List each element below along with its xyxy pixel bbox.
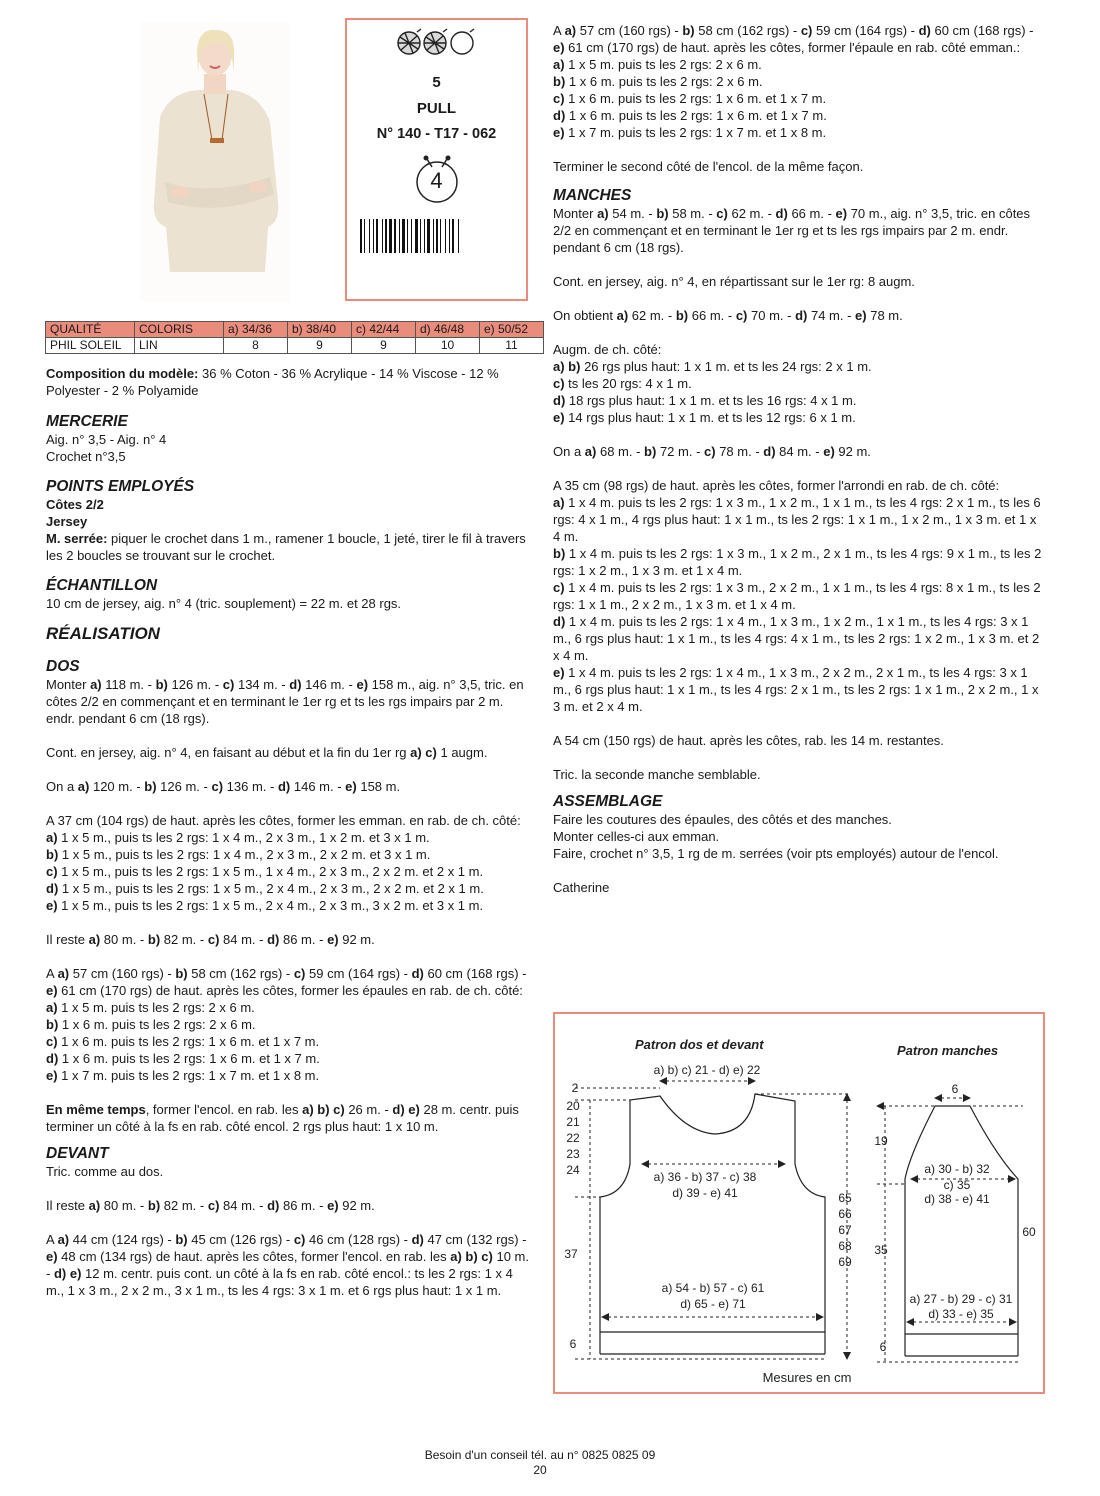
list-item: b) 1 x 6 m. puis ts les 2 rgs: 2 x 6 m. (46, 1017, 256, 1032)
list-item: a) 1 x 5 m., puis ts les 2 rgs: 1 x 4 m., 2 x 3 m., 1 x 2 m. et 3 x 1 m. (46, 830, 430, 845)
mercerie-line: Crochet n°3,5 (46, 449, 126, 464)
table-row (46, 338, 544, 354)
table-cell: 10 (416, 338, 480, 354)
shoulder-drop: 2 (571, 1081, 579, 1095)
table-cell: 11 (480, 338, 544, 354)
sleeve-total-height: 60 (1022, 1225, 1036, 1239)
needle-size: 4 (430, 168, 443, 193)
devant-paragraph: Terminer le second côté de l'encol. de la même façon. (553, 159, 864, 174)
armhole-height: 20 (566, 1099, 580, 1113)
body-dimension-lines (575, 1081, 850, 1359)
pattern-diagram (553, 1012, 1045, 1394)
table-header: COLORIS (135, 322, 224, 338)
table-header: d) 46/48 (416, 322, 480, 338)
sleeve-dimension-lines (877, 1098, 1023, 1362)
section-title-dos: DOS (46, 658, 80, 675)
sleeve-top-width: 6 (951, 1082, 959, 1096)
echantillon-text: 10 cm de jersey, aig. n° 4 (tric. souplement) = 22 m. et 28 rgs. (46, 596, 402, 611)
mercerie-line: Aig. n° 3,5 - Aig. n° 4 (46, 432, 167, 447)
list-item: c) ts les 20 rgs: 4 x 1 m. (553, 376, 692, 391)
total-height: 67 (838, 1223, 852, 1237)
hem-width: a) 54 - b) 57 - c) 61 (661, 1281, 765, 1295)
table-cell: 9 (288, 338, 352, 354)
sleeve-body-height: 35 (874, 1243, 888, 1257)
table-header: c) 42/44 (352, 322, 416, 338)
neck-width: a) b) c) 21 - d) e) 22 (653, 1063, 761, 1077)
chest-width: a) 36 - b) 37 - c) 38 (653, 1170, 757, 1184)
armhole-height: 24 (566, 1163, 580, 1177)
table-header: b) 38/40 (288, 322, 352, 338)
list-item: e) 1 x 5 m., puis ts les 2 rgs: 1 x 5 m., 2 x 4 m., 2 x 3 m., 3 x 2 m. et 3 x 1 m. (46, 898, 484, 913)
list-item: e) 1 x 7 m. puis ts les 2 rgs: 1 x 7 m. et 1 x 8 m. (46, 1068, 320, 1083)
manches-paragraph: Monter a) 54 m. - b) 58 m. - c) 62 m. - d) 66 m. - e) 70 m., aig. n° 3,5, tric. en côtes 2/2 en commençant et en terminant le 1er rg et ts les rgs impairs par 2 m. endr. pendant 6 cm (18 rgs). (553, 206, 1031, 255)
list-item: b) 1 x 6 m. puis ts les 2 rgs: 2 x 6 m. (553, 74, 763, 89)
dos-paragraph: On a a) 120 m. - b) 126 m. - c) 136 m. - d) 146 m. - e) 158 m. (46, 779, 401, 794)
manches-paragraph: On obtient a) 62 m. - b) 66 m. - c) 70 m. - d) 74 m. - e) 78 m. (553, 308, 903, 323)
list-item: e) 1 x 7 m. puis ts les 2 rgs: 1 x 7 m. et 1 x 8 m. (553, 125, 827, 140)
devant-paragraph: A a) 57 cm (160 rgs) - b) 58 cm (162 rgs) - c) 59 cm (164 rgs) - d) 60 cm (168 rgs) - e) 61 cm (170 rgs) de haut. après les côtes, former l'épaule en rab. côté emman.: (553, 23, 1034, 55)
pattern-header-card (345, 18, 528, 301)
list-item: d) 18 rgs plus haut: 1 x 1 m. et ts les 16 rgs: 4 x 1 m. (553, 393, 857, 408)
dos-paragraph: Il reste a) 80 m. - b) 82 m. - c) 84 m. - d) 86 m. - e) 92 m. (46, 932, 375, 947)
list-item: a) 1 x 5 m. puis ts les 2 rgs: 2 x 6 m. (553, 57, 762, 72)
list-item: b) 1 x 5 m., puis ts les 2 rgs: 1 x 4 m., 2 x 3 m., 2 x 2 m. et 3 x 1 m. (46, 847, 431, 862)
table-header: e) 50/52 (480, 322, 544, 338)
helpline: Besoin d'un conseil tél. au n° 0825 0825 09 (424, 1448, 656, 1462)
needle-size-icon (412, 155, 462, 205)
points-line: Jersey (46, 514, 88, 529)
armhole-height: 22 (566, 1131, 580, 1145)
list-item: c) 1 x 5 m., puis ts les 2 rgs: 1 x 5 m., 1 x 4 m., 2 x 3 m., 2 x 2 m. et 2 x 1 m. (46, 864, 484, 879)
dos-paragraph: En même temps, former l'encol. en rab. les a) b) c) 26 m. - d) e) 28 m. centr. puis terminer un côté à la fs en rab. côté encol. 2 rgs plus haut: 1 x 10 m. (46, 1102, 519, 1134)
assemblage-line: Faire, crochet n° 3,5, 1 rg de m. serrées (voir pts employés) autour de l'encol. (553, 846, 999, 861)
list-item: c) 1 x 4 m. puis ts les 2 rgs: 1 x 3 m., 2 x 2 m., 1 x 1 m., ts les 4 rgs: 8 x 1 m., ts les 2 rgs: 1 x 1 m., 2 x 2 m., 1 x 3 m. et 1 x 4 m. (553, 580, 1041, 612)
total-height: 68 (838, 1239, 852, 1253)
page-number: 20 (533, 1463, 547, 1477)
dos-paragraph: Cont. en jersey, aig. n° 4, en faisant au début et la fin du 1er rg a) c) 1 augm. (46, 745, 488, 760)
pattern-number: 5 (432, 74, 441, 91)
page-footer (0, 1448, 1080, 1478)
devant-paragraph: Tric. comme au dos. (46, 1164, 164, 1179)
right-column (553, 22, 1043, 896)
sleeve-upper-width: d) 38 - e) 41 (924, 1192, 990, 1206)
diagram-title-body: Patron dos et devant (635, 1037, 764, 1052)
body-height: 37 (564, 1247, 578, 1261)
table-cell: 9 (352, 338, 416, 354)
list-item: d) 1 x 5 m., puis ts les 2 rgs: 1 x 5 m., 2 x 4 m., 2 x 3 m., 2 x 2 m. et 2 x 1 m. (46, 881, 484, 896)
total-height: 69 (838, 1255, 852, 1269)
left-column (46, 365, 534, 1299)
hem-width: d) 65 - e) 71 (680, 1297, 746, 1311)
manches-paragraph: A 35 cm (98 rgs) de haut. après les côtes, former l'arrondi en rab. de ch. côté: (553, 478, 1000, 493)
manches-paragraph: Augm. de ch. côté: (553, 342, 662, 357)
section-title-devant: DEVANT (46, 1145, 109, 1162)
devant-paragraph: A a) 44 cm (124 rgs) - b) 45 cm (126 rgs) - c) 46 cm (128 rgs) - d) 47 cm (132 rgs) - e) 48 cm (134 rgs) de haut. après les côtes, former l'encol. en rab. les a) b) c) 10 m. - d) e) 12 m. centr. puis cont. un côté à la fs en rab. côté encol.: ts les 2 rgs: 1 x 4 m., 1 x 3 m., 2 x 2 m., 3 x 1 m., ts les 4 rgs: 3 x 1 m. et 6 rgs plus haut: 1 x 1 m. (46, 1232, 529, 1298)
manches-paragraph: Tric. la seconde manche semblable. (553, 767, 761, 782)
units-label: Mesures en cm (762, 1370, 852, 1385)
section-title-manches: MANCHES (553, 187, 632, 204)
sleeve-rib-height: 6 (879, 1340, 887, 1354)
list-item: a) b) 26 rgs plus haut: 1 x 1 m. et ts les 24 rgs: 2 x 1 m. (553, 359, 872, 374)
manches-paragraph: A 54 cm (150 rgs) de haut. après les côtes, rab. les 14 m. restantes. (553, 733, 944, 748)
armhole-height: 23 (566, 1147, 580, 1161)
table-cell: PHIL SOLEIL (46, 338, 135, 354)
dos-paragraph: A 37 cm (104 rgs) de haut. après les côtes, former les emman. en rab. de ch. côté: (46, 813, 521, 828)
table-cell: LIN (135, 338, 224, 354)
sleeve-cuff-width: d) 33 - e) 35 (928, 1307, 994, 1321)
sleeve-cap-height: 19 (874, 1134, 888, 1148)
rib-height: 6 (569, 1337, 577, 1351)
list-item: e) 14 rgs plus haut: 1 x 1 m. et ts les 12 rgs: 6 x 1 m. (553, 410, 856, 425)
diagram-title-sleeve: Patron manches (897, 1043, 999, 1058)
body-outline (600, 1094, 825, 1354)
devant-paragraph: Il reste a) 80 m. - b) 82 m. - c) 84 m. - d) 86 m. - e) 92 m. (46, 1198, 375, 1213)
dos-paragraph: Monter a) 118 m. - b) 126 m. - c) 134 m. - d) 146 m. - e) 158 m., aig. n° 3,5, tric. en côtes 2/2 en commençant et en terminant le 1er rg et ts les rgs impairs par 2 m. endr. pendant 6 cm (18 rgs). (46, 677, 524, 726)
list-item: d) 1 x 4 m. puis ts les 2 rgs: 1 x 4 m., 1 x 3 m., 1 x 2 m., 1 x 1 m., ts les 4 rgs: 3 x 1 m., 6 rgs plus haut: 1 x 1 m., ts les 4 rgs: 4 x 1 m., ts les 2 rgs: 1 x 2 m., 1 x 3 m. et 2 x 4 m. (553, 614, 1040, 663)
table-cell: 8 (224, 338, 288, 354)
assemblage-line: Faire les coutures des épaules, des côtés et des manches. (553, 812, 892, 827)
assemblage-line: Monter celles-ci aux emman. (553, 829, 720, 844)
table-header: QUALITÉ (46, 322, 135, 338)
section-title-points: POINTS EMPLOYÉS (46, 478, 195, 495)
total-height: 65 (838, 1191, 852, 1205)
chest-width: d) 39 - e) 41 (672, 1186, 738, 1200)
list-item: b) 1 x 4 m. puis ts les 2 rgs: 1 x 3 m., 1 x 2 m., 2 x 1 m., ts les 4 rgs: 9 x 1 m., ts les 2 rgs: 1 x 2 m., 1 x 3 m. et 1 x 4 m. (553, 546, 1042, 578)
list-item: a) 1 x 4 m. puis ts les 2 rgs: 1 x 3 m., 1 x 2 m., 1 x 1 m., ts les 4 rgs: 2 x 1 m., ts les 6 rgs: 4 x 1 m., 4 rgs plus haut: 1 x 1 m., ts les 2 rgs: 1 x 1 m., 1 x 2 m., 1 x 3 m. et 1 x 4 m. (553, 495, 1041, 544)
list-item: e) 1 x 4 m. puis ts les 2 rgs: 1 x 4 m., 1 x 3 m., 2 x 2 m., 2 x 1 m., ts les 4 rgs: 3 x 1 m., 6 rgs plus haut: 1 x 1 m., ts les 4 rgs: 2 x 1 m., ts les 2 rgs: 1 x 1 m., 2 x 2 m., 1 x 3 m. et 2 x 4 m. (553, 665, 1039, 714)
section-title-echantillon: ÉCHANTILLON (46, 577, 158, 594)
list-item: d) 1 x 6 m. puis ts les 2 rgs: 1 x 6 m. et 1 x 7 m. (46, 1051, 320, 1066)
list-item: c) 1 x 6 m. puis ts les 2 rgs: 1 x 6 m. et 1 x 7 m. (553, 91, 827, 106)
list-item: a) 1 x 5 m. puis ts les 2 rgs: 2 x 6 m. (46, 1000, 255, 1015)
model-photo (140, 22, 290, 302)
dos-paragraph: A a) 57 cm (160 rgs) - b) 58 cm (162 rgs) - c) 59 cm (164 rgs) - d) 60 cm (168 rgs) - e) 61 cm (170 rgs) de haut. après les côtes, former les épaules en rab. de ch. côté: (46, 966, 527, 998)
yarn-quantity-table (45, 321, 544, 354)
table-header: a) 34/36 (224, 322, 288, 338)
points-line: Côtes 2/2 (46, 497, 104, 512)
section-title-mercerie: MERCERIE (46, 413, 128, 430)
yarn-weight-icon (347, 28, 526, 60)
list-item: d) 1 x 6 m. puis ts les 2 rgs: 1 x 6 m. et 1 x 7 m. (553, 108, 827, 123)
table-header-row (46, 322, 544, 338)
section-title-assemblage: ASSEMBLAGE (553, 793, 663, 810)
total-height: 66 (838, 1207, 852, 1221)
list-item: c) 1 x 6 m. puis ts les 2 rgs: 1 x 6 m. et 1 x 7 m. (46, 1034, 320, 1049)
pattern-type: PULL (416, 100, 457, 117)
composition: Composition du modèle: 36 % Coton - 36 % Acrylique - 14 % Viscose - 12 % Polyester - 2 % Polyamide (46, 366, 499, 398)
sleeve-upper-width: a) 30 - b) 32 (924, 1162, 990, 1176)
sleeve-upper-width: c) 35 (943, 1178, 971, 1192)
section-title-realisation: RÉALISATION (46, 624, 160, 643)
pattern-reference: N° 140 - T17 - 062 (376, 126, 497, 142)
manches-paragraph: On a a) 68 m. - b) 72 m. - c) 78 m. - d) 84 m. - e) 92 m. (553, 444, 871, 459)
manches-paragraph: Cont. en jersey, aig. n° 4, en répartissant sur le 1er rg: 8 augm. (553, 274, 915, 289)
signature: Catherine (553, 880, 610, 895)
barcode (358, 219, 516, 253)
sleeve-cuff-width: a) 27 - b) 29 - c) 31 (909, 1292, 1013, 1306)
points-line: M. serrée: piquer le crochet dans 1 m., ramener 1 boucle, 1 jeté, tirer le fil à travers les 2 boucles se trouvant sur le crochet. (46, 531, 526, 563)
armhole-height: 21 (566, 1115, 580, 1129)
